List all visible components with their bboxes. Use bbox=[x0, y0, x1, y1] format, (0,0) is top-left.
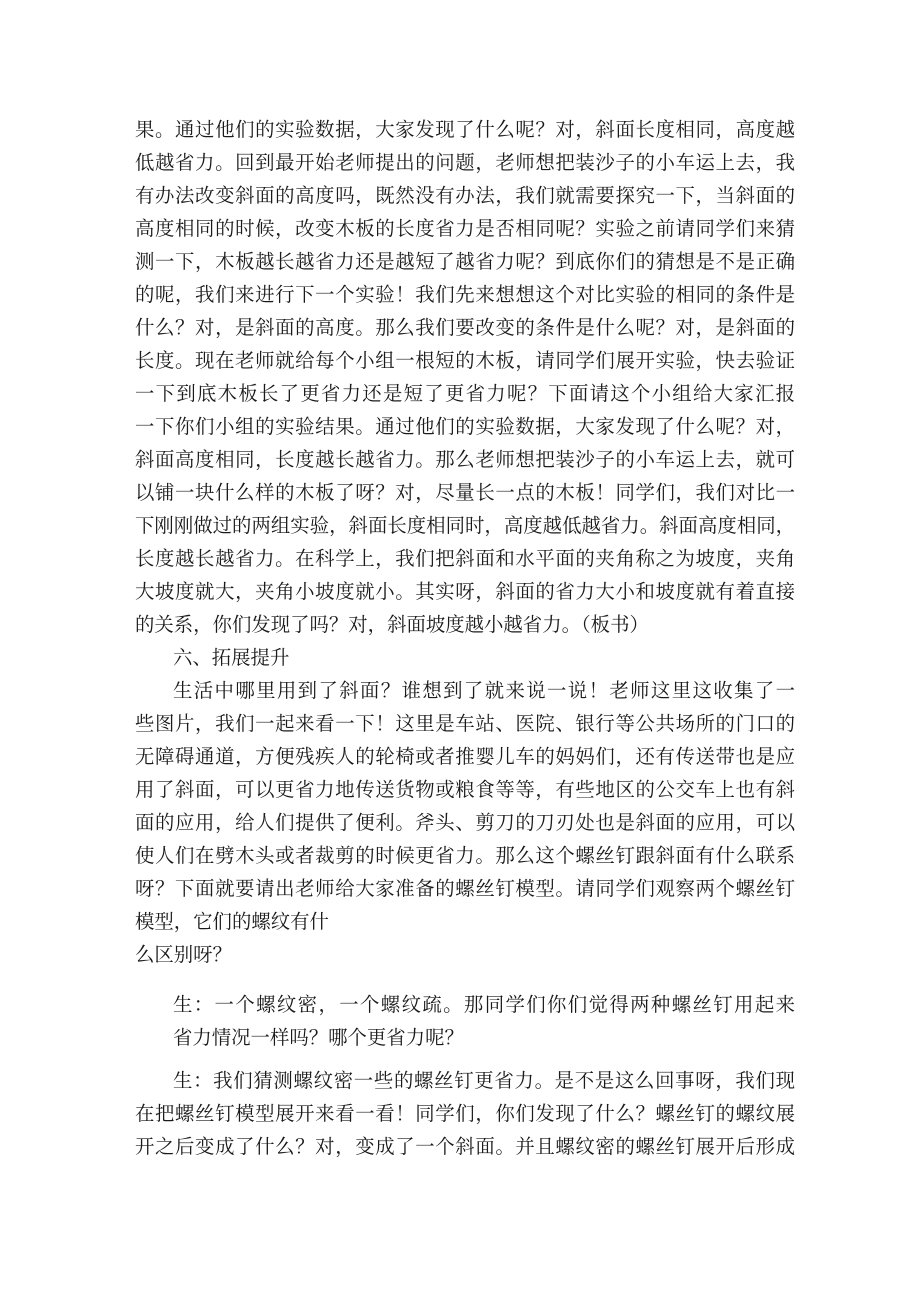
text-line: 无障碍通道，方便残疾人的轮椅或者推婴儿车的妈妈们，还有传送带也是应 bbox=[135, 745, 795, 768]
text-line: 在把螺丝钉模型展开来看一看！同学们，你们发现了什么？螺丝钉的螺纹展 bbox=[135, 1102, 795, 1125]
text-line: 低越省力。回到最开始老师提出的问题，老师想把装沙子的小车运上去，我 bbox=[135, 151, 795, 174]
text-line: 一下到底木板长了更省力还是短了更省力呢？下面请这个小组给大家汇报 bbox=[135, 382, 795, 405]
text-line: 的呢，我们来进行下一个实验！我们先来想想这个对比实验的相同的条件是 bbox=[135, 283, 795, 306]
text-line: 省力情况一样吗？哪个更省力呢？ bbox=[173, 1026, 464, 1049]
text-line: 高度相同的时候，改变木板的长度省力是否相同呢？实验之前请同学们来猜 bbox=[135, 217, 795, 240]
text-line: 斜面高度相同，长度越长越省力。那么老师想把装沙子的小车运上去，就可 bbox=[135, 448, 795, 471]
text-line: 一下你们小组的实验结果。通过他们的实验数据，大家发现了什么呢？对， bbox=[135, 415, 795, 438]
text-line: 使人们在劈木头或者裁剪的时候更省力。那么这个螺丝钉跟斜面有什么联系 bbox=[135, 844, 795, 867]
text-line: 大坡度就大，夹角小坡度就小。其实呀，斜面的省力大小和坡度就有着直接 bbox=[135, 580, 795, 603]
text-line: 下刚刚做过的两组实验，斜面长度相同时，高度越低越省力。斜面高度相同， bbox=[135, 514, 795, 537]
text-line: 果。通过他们的实验数据，大家发现了什么呢？对，斜面长度相同，高度越 bbox=[135, 118, 795, 141]
section-heading: 六、拓展提升 bbox=[173, 646, 290, 669]
text-line: 测一下，木板越长越省力还是越短了越省力呢？到底你们的猜想是不是正确 bbox=[135, 250, 795, 273]
text-line: 些图片，我们一起来看一下！这里是车站、医院、银行等公共场所的门口的 bbox=[135, 712, 795, 735]
text-line: 模型，它们的螺纹有什 bbox=[135, 910, 329, 933]
text-line: 生：我们猜测螺纹密一些的螺丝钉更省力。是不是这么回事呀，我们现 bbox=[173, 1069, 795, 1092]
text-line: 生：一个螺纹密，一个螺纹疏。那同学们你们觉得两种螺丝钉用起来 bbox=[173, 993, 795, 1016]
text-line: 的关系，你们发现了吗？对，斜面坡度越小越省力。（板书） bbox=[135, 613, 649, 636]
text-line: 开之后变成了什么？对，变成了一个斜面。并且螺纹密的螺丝钉展开后形成 bbox=[135, 1135, 795, 1158]
text-line: 面的应用，给人们提供了便利。斧头、剪刀的刀刃处也是斜面的应用，可以 bbox=[135, 811, 795, 834]
text-line: 用了斜面，可以更省力地传送货物或粮食等等，有些地区的公交车上也有斜 bbox=[135, 778, 795, 801]
text-line: 么区别呀？ bbox=[135, 943, 232, 966]
text-line: 以铺一块什么样的木板了呀？对，尽量长一点的木板！同学们，我们对比一 bbox=[135, 481, 795, 504]
text-line: 呀？下面就要请出老师给大家准备的螺丝钉模型。请同学们观察两个螺丝钉 bbox=[135, 877, 795, 900]
text-line: 有办法改变斜面的高度吗，既然没有办法，我们就需要探究一下，当斜面的 bbox=[135, 184, 795, 207]
text-line: 长度越长越省力。在科学上，我们把斜面和水平面的夹角称之为坡度，夹角 bbox=[135, 547, 795, 570]
text-line: 什么？对，是斜面的高度。那么我们要改变的条件是什么呢？对，是斜面的 bbox=[135, 316, 795, 339]
text-line: 生活中哪里用到了斜面？谁想到了就来说一说！老师这里这收集了一 bbox=[173, 679, 795, 702]
text-line: 长度。现在老师就给每个小组一根短的木板，请同学们展开实验，快去验证 bbox=[135, 349, 795, 372]
